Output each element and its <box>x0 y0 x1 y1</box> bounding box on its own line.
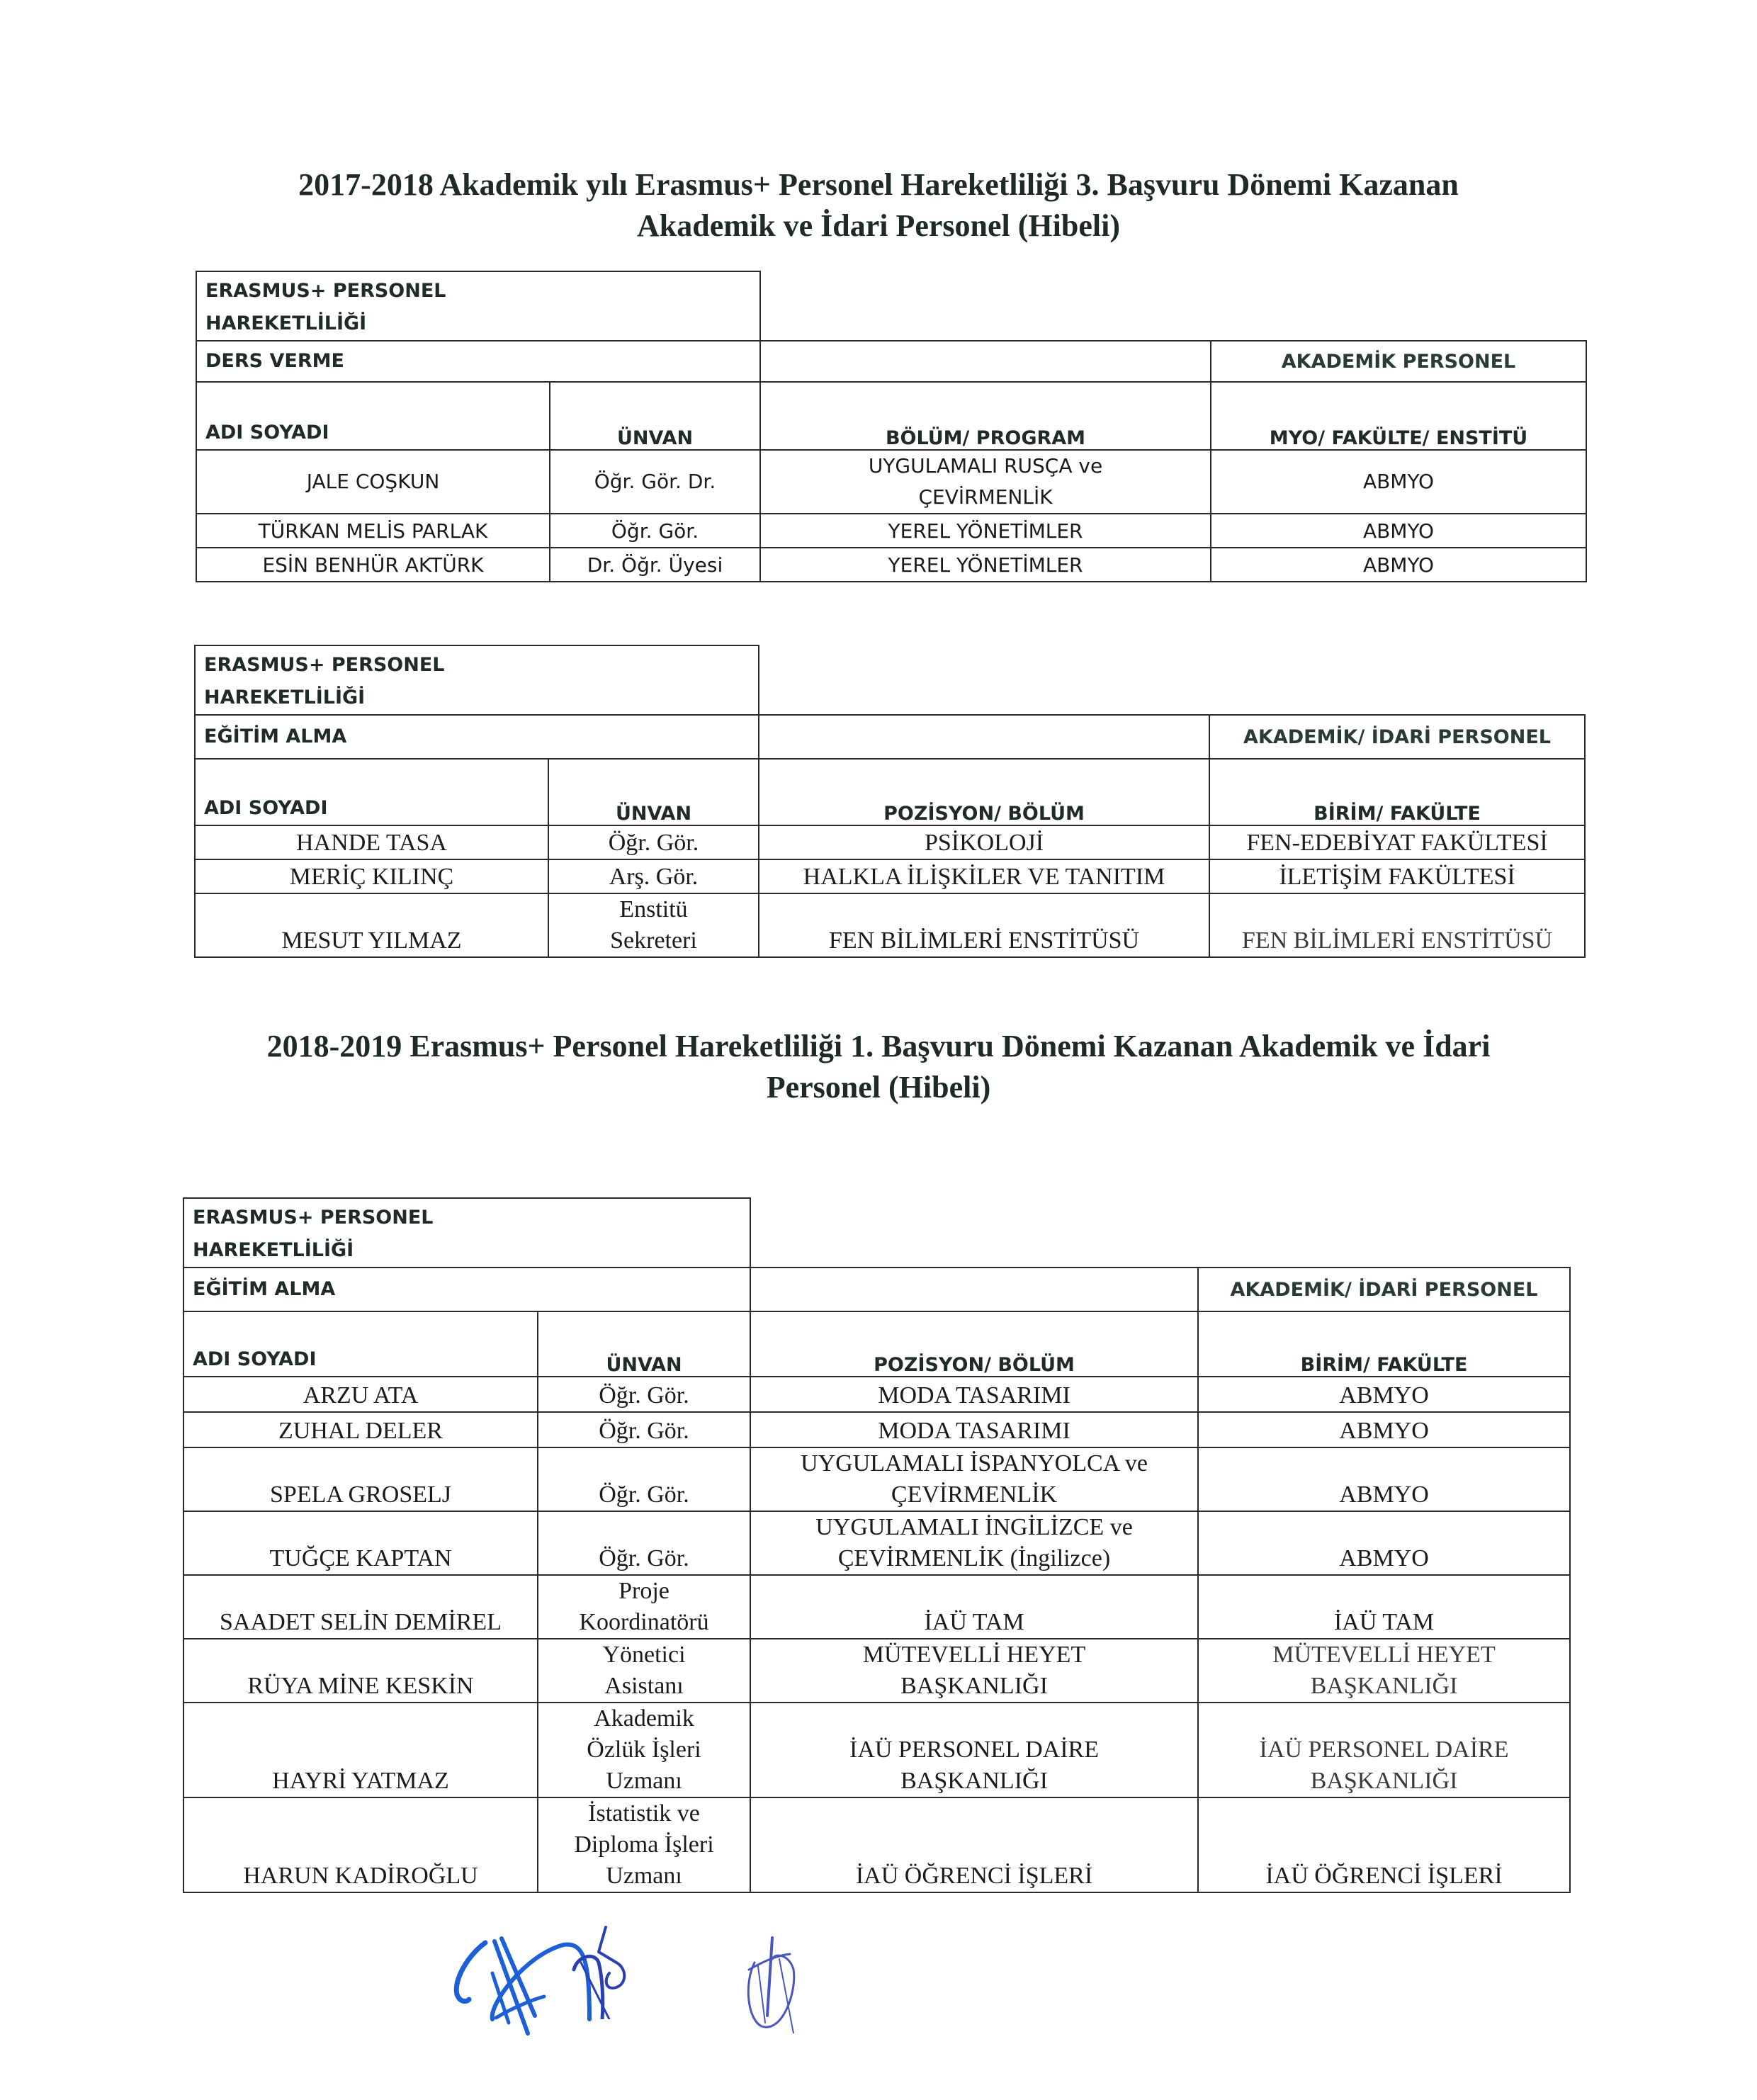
title-cell <box>538 1797 750 1892</box>
unit-line1: İAÜ PERSONEL DAİRE <box>1259 1737 1509 1763</box>
table-row <box>183 1377 1570 1412</box>
table-row <box>183 1797 1570 1892</box>
title-cell <box>538 1639 750 1703</box>
title-line2: Özlük İşleri <box>587 1737 701 1763</box>
unit-cell <box>1198 1639 1570 1703</box>
program-label-line2: HAREKETLİLİĞİ <box>205 312 367 334</box>
title-cell: Öğr. Gör. <box>538 1447 750 1511</box>
blank-cell <box>750 1198 1570 1268</box>
section1-title <box>0 164 1757 247</box>
activity-label: EĞİTİM ALMA <box>183 1268 750 1311</box>
table-row <box>196 548 1586 582</box>
dept-line1: İAÜ PERSONEL DAİRE <box>849 1737 1099 1763</box>
unit-cell: ABMYO <box>1211 548 1586 582</box>
table-row <box>195 859 1585 893</box>
program-label-line1: ERASMUS+ PERSONEL <box>205 280 446 302</box>
dept-line1: UYGULAMALI İNGİLİZCE ve <box>815 1514 1133 1540</box>
table-row <box>195 893 1585 957</box>
name-cell: JALE COŞKUN <box>196 450 550 514</box>
title-line2: Koordinatörü <box>579 1609 709 1635</box>
title-line1: Proje <box>618 1578 670 1604</box>
title-cell <box>538 1575 750 1639</box>
table-egitim-alma-2018 <box>183 1197 1571 1893</box>
program-cell <box>196 271 760 341</box>
dept-cell <box>750 1703 1198 1797</box>
blank-cell <box>760 271 1586 341</box>
table-row <box>183 1703 1570 1797</box>
name-cell: ESİN BENHÜR AKTÜRK <box>196 548 550 582</box>
unit-cell: ABMYO <box>1198 1412 1570 1447</box>
name-cell: ARZU ATA <box>183 1377 538 1412</box>
title-line3: Uzmanı <box>606 1863 682 1889</box>
dept-cell: PSİKOLOJİ <box>759 825 1209 859</box>
unit-cell: ABMYO <box>1211 514 1586 548</box>
name-cell: SPELA GROSELJ <box>183 1447 538 1511</box>
signature-1-stroke <box>456 1943 485 2002</box>
title-line1: İstatistik ve <box>588 1800 700 1827</box>
title-cell: Öğr. Gör. <box>550 514 760 548</box>
dept-cell: FEN BİLİMLERİ ENSTİTÜSÜ <box>759 893 1209 957</box>
section1-title-line2: Akademik ve İdari Personel (Hibeli) <box>637 208 1120 243</box>
name-cell: MESUT YILMAZ <box>195 893 548 957</box>
title-line2: Diploma İşleri <box>574 1831 714 1858</box>
table-row <box>196 450 1586 514</box>
name-cell: RÜYA MİNE KESKİN <box>183 1639 538 1703</box>
blank-cell <box>760 341 1211 382</box>
program-label-line2: HAREKETLİLİĞİ <box>204 687 366 709</box>
blank-cell <box>759 715 1209 759</box>
dept-line1: UYGULAMALI İSPANYOLCA ve <box>801 1450 1148 1477</box>
staff-type-label: AKADEMİK PERSONEL <box>1211 341 1586 382</box>
dept-cell: MODA TASARIMI <box>750 1377 1198 1412</box>
title-line2: Asistanı <box>604 1673 684 1699</box>
title-cell: Öğr. Gör. <box>548 825 759 859</box>
dept-cell: İAÜ TAM <box>750 1575 1198 1639</box>
dept-line2: BAŞKANLIĞI <box>900 1768 1048 1794</box>
column-header-unit: BİRİM/ FAKÜLTE <box>1198 1311 1570 1377</box>
section1-title-line1: 2017-2018 Akademik yılı Erasmus+ Personel Hareketliliği 3. Başvuru Dönemi Kazanan <box>298 167 1459 202</box>
column-header-title: ÜNVAN <box>538 1311 750 1377</box>
program-cell <box>195 645 759 715</box>
dept-line2: ÇEVİRMENLİK <box>891 1481 1058 1508</box>
signature-2 <box>560 1913 645 2019</box>
column-header-unit: BİRİM/ FAKÜLTE <box>1209 759 1585 825</box>
program-label-line2: HAREKETLİLİĞİ <box>193 1239 354 1261</box>
dept-cell: MODA TASARIMI <box>750 1412 1198 1447</box>
title-cell <box>548 893 759 957</box>
title-line1: Enstitü <box>619 896 688 922</box>
name-cell: ZUHAL DELER <box>183 1412 538 1447</box>
dept-cell: YEREL YÖNETİMLER <box>760 514 1211 548</box>
column-header-unit: MYO/ FAKÜLTE/ ENSTİTÜ <box>1211 382 1586 450</box>
unit-cell: İLETİŞİM FAKÜLTESİ <box>1209 859 1585 893</box>
signature-2-stroke <box>574 1956 603 2019</box>
table-egitim-alma-2017 <box>194 645 1586 958</box>
dept-cell: İAÜ ÖĞRENCİ İŞLERİ <box>750 1797 1198 1892</box>
dept-cell <box>760 450 1211 514</box>
column-header-name: ADI SOYADI <box>195 759 548 825</box>
dept-line1: UYGULAMALI RUSÇA ve <box>868 454 1103 478</box>
title-line1: Yönetici <box>602 1642 686 1668</box>
unit-cell: İAÜ ÖĞRENCİ İŞLERİ <box>1198 1797 1570 1892</box>
column-header-title: ÜNVAN <box>550 382 760 450</box>
dept-cell: YEREL YÖNETİMLER <box>760 548 1211 582</box>
title-cell <box>538 1703 750 1797</box>
column-header-dept: POZİSYON/ BÖLÜM <box>759 759 1209 825</box>
title-cell: Öğr. Gör. <box>538 1377 750 1412</box>
dept-line2: ÇEVİRMENLİK <box>918 485 1053 509</box>
table-row <box>183 1447 1570 1511</box>
table-row <box>183 1412 1570 1447</box>
title-line1: Akademik <box>594 1705 694 1732</box>
unit-line2: BAŞKANLIĞI <box>1310 1673 1458 1699</box>
title-cell: Arş. Gör. <box>548 859 759 893</box>
name-cell: TUĞÇE KAPTAN <box>183 1511 538 1575</box>
table-row <box>183 1575 1570 1639</box>
program-cell <box>183 1198 750 1268</box>
dept-cell <box>750 1511 1198 1575</box>
name-cell: MERİÇ KILINÇ <box>195 859 548 893</box>
unit-cell: ABMYO <box>1198 1511 1570 1575</box>
staff-type-label: AKADEMİK/ İDARİ PERSONEL <box>1209 715 1585 759</box>
name-cell: HANDE TASA <box>195 825 548 859</box>
name-cell: HARUN KADİROĞLU <box>183 1797 538 1892</box>
title-cell: Öğr. Gör. <box>538 1511 750 1575</box>
unit-cell: ABMYO <box>1198 1377 1570 1412</box>
section2-title-line2: Personel (Hibeli) <box>766 1070 991 1105</box>
blank-cell <box>750 1268 1198 1311</box>
column-header-dept: POZİSYON/ BÖLÜM <box>750 1311 1198 1377</box>
table-row <box>195 825 1585 859</box>
unit-line2: BAŞKANLIĞI <box>1310 1768 1458 1794</box>
table-row <box>196 514 1586 548</box>
column-header-name: ADI SOYADI <box>183 1311 538 1377</box>
name-cell: TÜRKAN MELİS PARLAK <box>196 514 550 548</box>
unit-line1: MÜTEVELLİ HEYET <box>1272 1642 1496 1668</box>
dept-cell <box>750 1639 1198 1703</box>
dept-line2: BAŞKANLIĞI <box>900 1673 1048 1699</box>
name-cell: SAADET SELİN DEMİREL <box>183 1575 538 1639</box>
section2-title <box>0 1026 1757 1108</box>
signature-3-stroke <box>767 1938 772 2016</box>
unit-cell: FEN BİLİMLERİ ENSTİTÜSÜ <box>1209 893 1585 957</box>
activity-label: EĞİTİM ALMA <box>195 715 759 759</box>
section2-title-line1: 2018-2019 Erasmus+ Personel Hareketliliği 1. Başvuru Dönemi Kazanan Akademik ve İdari <box>266 1029 1491 1063</box>
signature-3-stroke <box>758 1966 765 2023</box>
blank-cell <box>759 645 1585 715</box>
name-cell: HAYRİ YATMAZ <box>183 1703 538 1797</box>
program-label-line1: ERASMUS+ PERSONEL <box>193 1207 434 1229</box>
signature-2-stroke <box>581 1963 609 2019</box>
title-line2: Sekreteri <box>610 927 697 954</box>
dept-line2: ÇEVİRMENLİK (İngilizce) <box>837 1545 1111 1571</box>
dept-line1: MÜTEVELLİ HEYET <box>862 1642 1086 1668</box>
title-line3: Uzmanı <box>606 1768 682 1794</box>
unit-cell: ABMYO <box>1211 450 1586 514</box>
column-header-dept: BÖLÜM/ PROGRAM <box>760 382 1211 450</box>
table-row <box>183 1511 1570 1575</box>
program-label-line1: ERASMUS+ PERSONEL <box>204 654 445 676</box>
column-header-name: ADI SOYADI <box>196 382 550 450</box>
activity-label: DERS VERME <box>196 341 760 382</box>
title-cell: Öğr. Gör. <box>538 1412 750 1447</box>
column-header-title: ÜNVAN <box>548 759 759 825</box>
dept-cell: HALKLA İLİŞKİLER VE TANITIM <box>759 859 1209 893</box>
title-cell: Dr. Öğr. Üyesi <box>550 548 760 582</box>
unit-cell: ABMYO <box>1198 1447 1570 1511</box>
staff-type-label: AKADEMİK/ İDARİ PERSONEL <box>1198 1268 1570 1311</box>
unit-cell <box>1198 1703 1570 1797</box>
table-ders-verme <box>196 271 1587 582</box>
unit-cell: İAÜ TAM <box>1198 1575 1570 1639</box>
dept-cell <box>750 1447 1198 1511</box>
table-row <box>183 1639 1570 1703</box>
unit-cell: FEN-EDEBİYAT FAKÜLTESİ <box>1209 825 1585 859</box>
signature-3 <box>733 1927 811 2033</box>
title-cell: Öğr. Gör. Dr. <box>550 450 760 514</box>
